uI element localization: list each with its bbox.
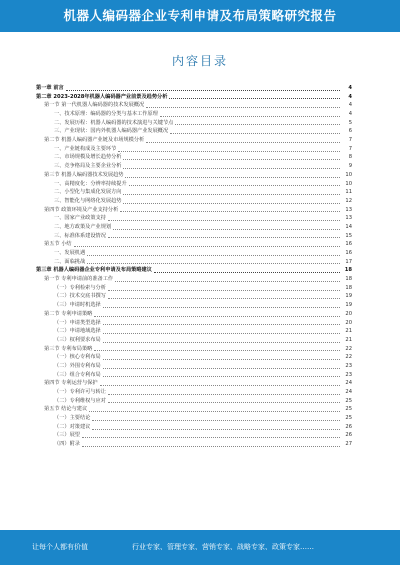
toc-leader-dots — [100, 385, 340, 386]
toc-entry-page: 8 — [348, 154, 352, 161]
toc-entry-page: 13 — [345, 215, 352, 222]
toc-entry-title: （二）申请地域选择 — [54, 328, 101, 335]
toc-entry-title: （二）外围专利布局 — [54, 362, 101, 369]
toc-entry[interactable] — [36, 93, 352, 102]
toc-entry[interactable] — [36, 353, 352, 362]
toc-leader-dots — [115, 281, 340, 282]
toc-entry-title: 三、竞争格局及主要企业分析 — [54, 163, 122, 170]
toc-entry-title: （二）技术交底书撰写 — [54, 293, 106, 300]
toc-entry-page: 13 — [345, 206, 352, 213]
toc-entry-title: 二、市场规模及增长趋势分析 — [54, 154, 122, 161]
toc-entry[interactable] — [36, 379, 352, 388]
toc-entry[interactable] — [36, 171, 352, 180]
toc-leader-dots — [92, 429, 340, 430]
toc-entry-page: 22 — [345, 354, 352, 361]
toc-leader-dots — [123, 203, 340, 204]
table-of-contents — [36, 84, 352, 449]
toc-entry-title: （一）主要结论 — [54, 415, 91, 422]
toc-leader-dots — [108, 290, 340, 291]
toc-entry[interactable] — [36, 362, 352, 371]
toc-entry-title: （三）展望 — [54, 432, 80, 439]
toc-leader-dots — [123, 168, 340, 169]
toc-leader-dots — [74, 246, 340, 247]
footer-slogan: 让每个人都有价值 — [32, 543, 88, 551]
toc-entry-page: 24 — [345, 389, 352, 396]
toc-entry-title: 第四节 专利运营与保护 — [44, 380, 98, 387]
toc-leader-dots — [118, 151, 340, 152]
toc-leader-dots — [103, 376, 340, 377]
toc-entry-page: 5 — [348, 119, 352, 126]
toc-entry[interactable] — [36, 180, 352, 189]
toc-leader-dots — [108, 237, 340, 238]
report-header-bar — [0, 0, 400, 32]
toc-entry-page: 11 — [345, 189, 352, 196]
toc-entry-title: 一、产业链构成及主要环节 — [54, 145, 117, 152]
toc-entry-title: 二、发展历程：机器人编码器的技术演进与关键节点 — [54, 119, 174, 126]
toc-entry[interactable] — [36, 440, 352, 449]
toc-entry-title: （四）附录 — [54, 441, 80, 448]
toc-leader-dots — [103, 342, 340, 343]
toc-entry[interactable] — [36, 275, 352, 284]
toc-entry-title: 第一节 专利申请前的准备工作 — [44, 276, 114, 283]
toc-entry-page: 9 — [348, 163, 352, 170]
toc-entry[interactable] — [36, 249, 352, 258]
toc-entry-page: 16 — [345, 241, 352, 248]
toc-leader-dots — [108, 402, 340, 403]
toc-entry-title: 第三节 机器人编码器技术发展趋势 — [44, 171, 124, 178]
toc-leader-dots — [175, 124, 340, 125]
toc-entry[interactable] — [36, 162, 352, 171]
toc-entry-title: （一）专利检索与分析 — [54, 284, 106, 291]
toc-entry-page: 25 — [345, 406, 352, 413]
toc-entry-title: 一、技术原理：编码器的分类与基本工作原理 — [54, 111, 158, 118]
toc-leader-dots — [87, 263, 340, 264]
toc-entry-page: 20 — [345, 310, 352, 317]
toc-entry-title: 第三节 专利布局策略 — [44, 345, 93, 352]
toc-leader-dots — [103, 333, 340, 334]
toc-entry[interactable] — [36, 388, 352, 397]
toc-entry[interactable] — [36, 145, 352, 154]
toc-entry[interactable] — [36, 319, 352, 328]
toc-entry-page: 4 — [348, 84, 352, 91]
toc-entry-title: 第一章 前言 — [36, 84, 64, 91]
toc-entry[interactable] — [36, 301, 352, 310]
toc-leader-dots — [103, 359, 340, 360]
toc-entry-title: （三）权利要求布局 — [54, 336, 101, 343]
toc-leader-dots — [146, 107, 340, 108]
report-footer-bar — [0, 530, 400, 565]
toc-entry[interactable] — [36, 414, 352, 423]
toc-entry[interactable] — [36, 188, 352, 197]
toc-leader-dots — [129, 185, 340, 186]
toc-entry[interactable] — [36, 432, 352, 441]
toc-entry-page: 25 — [345, 415, 352, 422]
toc-leader-dots — [94, 350, 340, 351]
toc-entry-title: 三、标准体系建设情况 — [54, 232, 106, 239]
toc-entry-title: （二）专利维权与应对 — [54, 397, 106, 404]
toc-entry-page: 18 — [345, 284, 352, 291]
toc-entry-title: （三）申请时机选择 — [54, 302, 101, 309]
toc-leader-dots — [108, 298, 340, 299]
toc-entry[interactable] — [36, 136, 352, 145]
toc-entry[interactable] — [36, 119, 352, 128]
toc-entry-title: 三、智能化与网络化发展趋势 — [54, 197, 122, 204]
toc-entry-title: （二）对策建议 — [54, 423, 91, 430]
toc-leader-dots — [87, 255, 340, 256]
toc-entry-title: 二、面临挑战 — [54, 258, 86, 265]
toc-leader-dots — [103, 368, 340, 369]
toc-leader-dots — [103, 324, 340, 325]
toc-entry-title: 一、高精度化：分辨率持续提升 — [54, 180, 127, 187]
toc-entry[interactable] — [36, 240, 352, 249]
toc-leader-dots — [82, 446, 340, 447]
toc-entry-page: 26 — [345, 423, 352, 430]
toc-entry-page: 16 — [345, 250, 352, 257]
toc-entry[interactable] — [36, 258, 352, 267]
toc-entry-page: 25 — [345, 397, 352, 404]
toc-entry-page: 10 — [345, 180, 352, 187]
toc-entry-page: 7 — [348, 137, 352, 144]
toc-leader-dots — [82, 437, 340, 438]
toc-leader-dots — [125, 177, 340, 178]
toc-entry[interactable] — [36, 284, 352, 293]
toc-leader-dots — [108, 394, 340, 395]
footer-experts: 行业专家、管理专家、营销专家、战略专家、政策专家…… — [132, 543, 314, 551]
toc-entry-page: 19 — [345, 293, 352, 300]
toc-entry[interactable] — [36, 397, 352, 406]
toc-entry-page: 14 — [345, 223, 352, 230]
toc-entry-page: 18 — [344, 267, 352, 274]
toc-entry-page: 19 — [345, 302, 352, 309]
toc-entry[interactable] — [36, 110, 352, 119]
toc-entry[interactable] — [36, 232, 352, 241]
toc-entry[interactable] — [36, 266, 352, 275]
toc-leader-dots — [123, 159, 340, 160]
toc-entry-title: 第二章 2023-2028年机器人编码器产业前景及趋势分析 — [36, 93, 168, 100]
toc-leader-dots — [66, 90, 340, 91]
toc-entry-page: 22 — [345, 345, 352, 352]
toc-entry-page: 23 — [345, 362, 352, 369]
toc-entry[interactable] — [36, 101, 352, 110]
toc-entry-page: 26 — [345, 432, 352, 439]
toc-entry-page: 4 — [348, 93, 352, 100]
toc-entry[interactable] — [36, 127, 352, 136]
toc-entry-title: 第一节 第一代机器人编码器的技术发展概况 — [44, 102, 145, 109]
toc-leader-dots — [120, 211, 340, 212]
toc-leader-dots — [154, 272, 340, 273]
toc-entry-title: 第五节 小结 — [44, 241, 72, 248]
toc-leader-dots — [146, 142, 340, 143]
toc-entry[interactable] — [36, 206, 352, 215]
toc-entry[interactable] — [36, 310, 352, 319]
toc-entry-title: 一、发展机遇 — [54, 250, 86, 257]
toc-entry-page: 17 — [345, 258, 352, 265]
toc-entry-page: 12 — [345, 197, 352, 204]
toc-leader-dots — [103, 307, 340, 308]
toc-entry-page: 21 — [345, 336, 352, 343]
toc-entry-page: 18 — [345, 276, 352, 283]
toc-entry-title: （一）专利许可与转让 — [54, 389, 106, 396]
toc-entry-title: 第三章 机器人编码器企业专利申请及布局策略建议 — [36, 267, 152, 274]
toc-leader-dots — [113, 229, 340, 230]
toc-entry[interactable] — [36, 327, 352, 336]
report-title: 机器人编码器企业专利申请及布局策略研究报告 — [63, 8, 337, 23]
toc-entry-page: 4 — [348, 111, 352, 118]
toc-leader-dots — [169, 98, 340, 99]
toc-entry[interactable] — [36, 223, 352, 232]
toc-entry-title: 二、小型化与集成化发展方向 — [54, 189, 122, 196]
toc-entry[interactable] — [36, 345, 352, 354]
toc-leader-dots — [108, 220, 340, 221]
toc-leader-dots — [160, 116, 340, 117]
toc-entry-title: 第五节 结论与建议 — [44, 406, 88, 413]
toc-entry-page: 6 — [348, 128, 352, 135]
toc-leader-dots — [92, 420, 340, 421]
toc-entry-title: 第二节 机器人编码器产业链及市场规模分析 — [44, 137, 145, 144]
toc-entry[interactable] — [36, 197, 352, 206]
toc-entry-page: 23 — [345, 371, 352, 378]
toc-entry-page: 20 — [345, 319, 352, 326]
toc-entry-title: 第四节 政策环境及产业支持分析 — [44, 206, 119, 213]
toc-leader-dots — [94, 316, 340, 317]
toc-entry-page: 15 — [345, 232, 352, 239]
toc-entry[interactable] — [36, 371, 352, 380]
toc-entry-title: 三、产业现状：国内外机器人编码器产业发展概况 — [54, 128, 169, 135]
toc-leader-dots — [123, 194, 340, 195]
toc-entry-title: 一、国家产业政策支持 — [54, 215, 106, 222]
toc-entry[interactable] — [36, 293, 352, 302]
toc-entry-page: 24 — [345, 380, 352, 387]
toc-entry[interactable] — [36, 423, 352, 432]
toc-entry[interactable] — [36, 154, 352, 163]
toc-entry[interactable] — [36, 84, 352, 93]
toc-entry[interactable] — [36, 214, 352, 223]
toc-leader-dots — [170, 133, 340, 134]
toc-entry[interactable] — [36, 336, 352, 345]
toc-entry-title: （一）申请类型选择 — [54, 319, 101, 326]
toc-entry-page: 7 — [348, 145, 352, 152]
toc-heading: 内容目录 — [171, 54, 228, 68]
toc-entry-title: 第二节 专利申请策略 — [44, 310, 93, 317]
toc-entry-page: 21 — [345, 328, 352, 335]
toc-entry-title: （一）核心专利布局 — [54, 354, 101, 361]
toc-entry-title: 二、地方政策及产业规划 — [54, 223, 112, 230]
toc-entry-page: 4 — [348, 102, 352, 109]
toc-entry-page: 27 — [345, 441, 352, 448]
toc-entry[interactable] — [36, 405, 352, 414]
toc-entry-page: 10 — [345, 171, 352, 178]
toc-leader-dots — [89, 411, 340, 412]
toc-entry-title: （三）组合专利布局 — [54, 371, 101, 378]
